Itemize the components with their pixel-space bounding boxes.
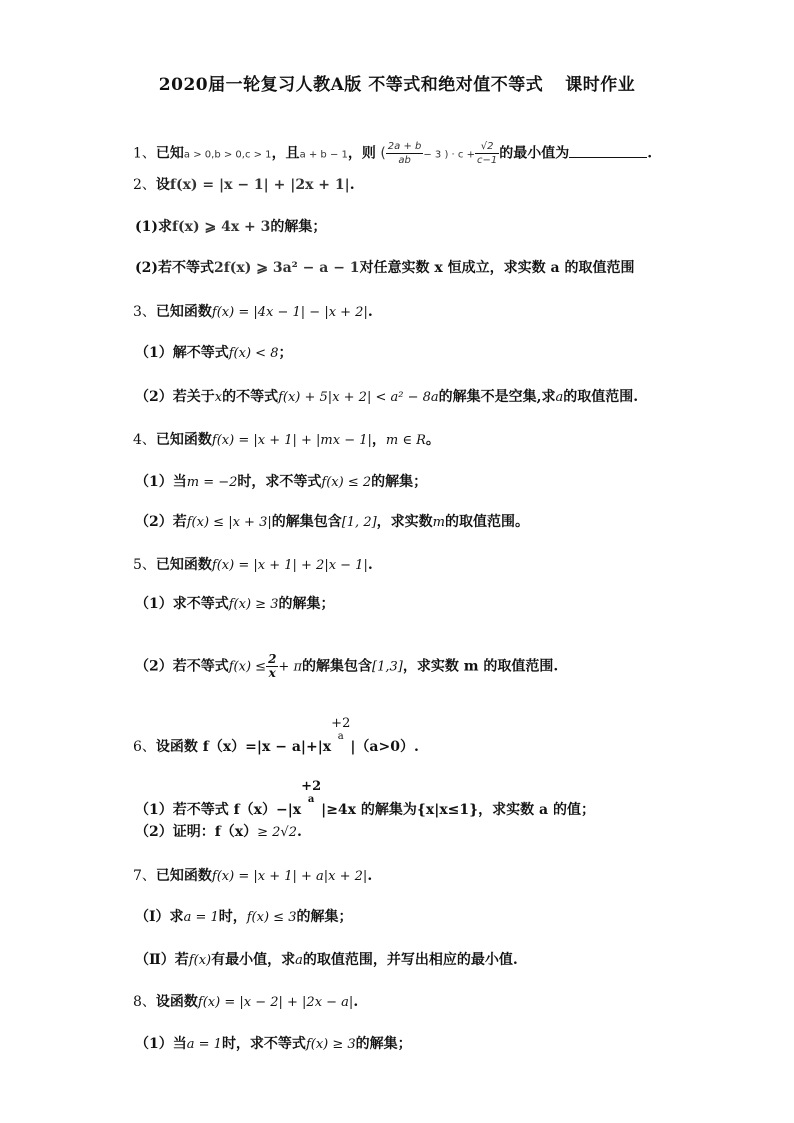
q4-p2-var: m bbox=[432, 515, 445, 530]
q1-end: . bbox=[647, 145, 653, 162]
q6-p1-exponent: +2 a bbox=[301, 779, 322, 805]
q5-p2-rhs: + π bbox=[278, 659, 302, 675]
q5-function: f(x) = |x + 1| + 2|x − 1| bbox=[211, 558, 368, 573]
question-8 bbox=[133, 992, 358, 1013]
q8-p1-label: （1）当 bbox=[135, 1036, 187, 1052]
q8-number: 8、 bbox=[133, 994, 156, 1010]
q7-p2-text-2: 的取值范围，并写出相应的最小值. bbox=[302, 952, 518, 968]
q5-end: . bbox=[367, 557, 373, 573]
q3-p1-expr: f(x) < 8 bbox=[228, 346, 279, 361]
q4-text-2: ， bbox=[371, 432, 386, 448]
q1-frac-num: 2a + b bbox=[387, 141, 422, 152]
q6-p1-sup-num: 2 bbox=[312, 779, 322, 794]
answer-blank[interactable] bbox=[569, 143, 647, 158]
q3-p2-expr: f(x) + 5|x + 2| < a² − 8a bbox=[278, 390, 439, 405]
q6-p2-expr: ≥ 2√2 bbox=[257, 825, 297, 840]
q3-part-2 bbox=[135, 387, 638, 408]
question-5 bbox=[133, 555, 373, 576]
q7-p2-text: 有最小值，求 bbox=[211, 952, 296, 968]
q4-part-2 bbox=[135, 512, 529, 533]
q3-p2-text: 的不等式 bbox=[222, 389, 279, 405]
question-4 bbox=[133, 430, 440, 451]
q8-text: 设函数 bbox=[155, 994, 198, 1010]
q8-p1-text: 时，求不等式 bbox=[221, 1036, 306, 1052]
q2-part-2 bbox=[135, 258, 634, 278]
q7-p1-expr: f(x) ≤ 3 bbox=[246, 910, 297, 925]
q5-part-1 bbox=[135, 594, 334, 615]
q3-p2-text-3: 的取值范围. bbox=[563, 389, 639, 405]
q1-text: 已知 bbox=[155, 145, 184, 162]
q2-end: . bbox=[349, 177, 355, 193]
q5-p2-text-2: ，求实数 m 的取值范围. bbox=[402, 658, 559, 675]
q3-number: 3、 bbox=[133, 304, 156, 320]
q7-end: . bbox=[367, 868, 373, 884]
q4-p2-expr: f(x) ≤ |x + 3| bbox=[186, 515, 272, 530]
q2-p1-expr: f(x) ⩾ 4x + 3 bbox=[172, 219, 271, 235]
q8-p1-expr: f(x) ≥ 3 bbox=[305, 1037, 356, 1052]
q8-function: f(x) = |x − 2| + |2x − a| bbox=[197, 995, 354, 1010]
page-title bbox=[0, 70, 794, 95]
q7-p1-label: （Ⅰ）求 bbox=[135, 909, 184, 925]
q5-p2-text: 的解集包含 bbox=[302, 658, 372, 675]
q3-part-1 bbox=[135, 343, 292, 364]
q7-function: f(x) = |x + 1| + a|x + 2| bbox=[211, 869, 368, 884]
q7-p2-var: a bbox=[295, 953, 303, 968]
question-7 bbox=[133, 866, 372, 887]
q4-number: 4、 bbox=[133, 432, 156, 448]
q4-end: 。 bbox=[425, 432, 440, 448]
q6-text-2: |（a>0）. bbox=[350, 739, 419, 755]
q4-part-1 bbox=[135, 472, 427, 493]
q6-part-1 bbox=[135, 780, 595, 820]
q1-text-2: ，且 bbox=[271, 145, 300, 162]
q5-p2-label: （2）若不等式 bbox=[135, 658, 229, 675]
q6-sup-den: a bbox=[337, 731, 344, 742]
q3-p2-text-2: 的解集不是空集,求 bbox=[438, 389, 556, 405]
q6-text: 设函数 f（x）=|x − a|+|x bbox=[155, 739, 332, 755]
q6-part-2 bbox=[135, 822, 302, 843]
q5-part-2 bbox=[135, 653, 558, 680]
q7-p1-text-2: 的解集； bbox=[296, 909, 353, 925]
q7-part-2 bbox=[135, 950, 518, 971]
q6-exponent: +2 a bbox=[331, 716, 351, 742]
q1-frac2-num: √2 bbox=[475, 140, 499, 154]
q4-p2-text-3: 的取值范围。 bbox=[445, 514, 529, 530]
q3-p2-var: x bbox=[214, 390, 223, 405]
q2-p1-label: (1)求 bbox=[135, 219, 172, 235]
q7-part-1 bbox=[135, 907, 352, 928]
q1-fraction bbox=[386, 140, 424, 167]
q4-p1-label: （1）当 bbox=[135, 474, 187, 490]
q7-p2-label: （Ⅱ）若 bbox=[135, 952, 189, 968]
q2-p2-label: (2)若不等式 bbox=[135, 260, 214, 276]
question-6 bbox=[133, 717, 419, 757]
question-2 bbox=[133, 175, 355, 195]
q8-p1-cond: a = 1 bbox=[186, 1037, 222, 1052]
q4-p1-cond: m = −2 bbox=[186, 475, 238, 490]
q1-frac-den: ab bbox=[398, 155, 411, 166]
q6-p2-end: . bbox=[296, 824, 302, 840]
q6-p1-text-2: |≥4x 的解集为{x|x≤1}，求实数 a 的值； bbox=[321, 802, 595, 818]
q3-function: f(x) = |4x − 1| − |x + 2| bbox=[211, 305, 368, 320]
q4-text: 已知函数 bbox=[155, 432, 212, 448]
question-3 bbox=[133, 302, 373, 323]
q4-p1-text-2: 的解集； bbox=[371, 474, 428, 490]
q4-p1-text: 时，求不等式 bbox=[237, 474, 322, 490]
q3-text: 已知函数 bbox=[155, 304, 212, 320]
q4-p2-label: （2）若 bbox=[135, 514, 187, 530]
title-tag: 课时作业 bbox=[565, 75, 636, 95]
q7-p2-expr: f(x) bbox=[188, 953, 212, 968]
q8-part-1 bbox=[135, 1034, 412, 1055]
q6-p1-text: （1）若不等式 f（x）−|x bbox=[135, 802, 302, 818]
question-1: 1、已知a > 0,b > 0,c > 1，且a + b − 1，则 ( $\frac{2a + b}{ab}$ − 3 ) · c + $\frac{√2}{c-1}$ 的最小值为 . bbox=[133, 141, 653, 166]
q2-p2-text: 对任意实数 x 恒成立，求实数 a 的取值范围 bbox=[359, 260, 635, 276]
q3-end: . bbox=[367, 304, 373, 320]
q4-p1-expr: f(x) ≤ 2 bbox=[321, 475, 372, 490]
q5-p1-label: （1）求不等式 bbox=[135, 596, 229, 612]
q5-text: 已知函数 bbox=[155, 557, 212, 573]
q5-frac-num: 2 bbox=[268, 652, 277, 666]
title-main: 2020届一轮复习人教A版 不等式和绝对值不等式 bbox=[158, 75, 544, 95]
q7-p1-text: 时， bbox=[218, 909, 247, 925]
q2-number: 2、 bbox=[133, 177, 156, 193]
q4-condition: m ∈ R bbox=[385, 433, 426, 448]
q5-p2-lhs: f(x) ≤ bbox=[228, 659, 267, 675]
q5-number: 5、 bbox=[133, 557, 156, 573]
q6-sup-num: 2 bbox=[342, 716, 351, 731]
q3-p2-label: （2）若关于 bbox=[135, 389, 215, 405]
q1-frac2-den: c−1 bbox=[476, 155, 498, 166]
q3-p1-label: （1）解不等式 bbox=[135, 345, 229, 361]
q1-text-3: ，则 bbox=[347, 145, 376, 162]
q7-number: 7、 bbox=[133, 868, 156, 884]
q2-p2-expr: 2f(x) ⩾ 3a² − a − 1 bbox=[214, 260, 360, 276]
q4-p2-text-2: ，求实数 bbox=[376, 514, 433, 530]
q5-p2-interval: [1,3] bbox=[372, 659, 403, 675]
q1-expression: − 3 ) · c + bbox=[423, 149, 475, 161]
q8-p1-text-2: 的解集； bbox=[355, 1036, 412, 1052]
q6-p2-label: （2）证明：f（x） bbox=[135, 824, 258, 840]
q6-p1-sup-den: a bbox=[307, 794, 315, 805]
q1-fraction-2 bbox=[475, 140, 499, 167]
q1-number: 1、 bbox=[133, 145, 156, 162]
q2-function: f(x) = |x − 1| + |2x + 1| bbox=[169, 177, 350, 193]
q8-end: . bbox=[353, 994, 359, 1010]
q5-p1-expr: f(x) ≥ 3 bbox=[228, 597, 279, 612]
q4-function: f(x) = |x + 1| + |mx − 1| bbox=[211, 433, 372, 448]
q1-condition: a > 0,b > 0,c > 1 bbox=[183, 149, 272, 161]
q1-condition-2: a + b − 1 bbox=[299, 149, 348, 161]
q5-frac-den: x bbox=[268, 666, 276, 680]
q6-number: 6、 bbox=[133, 739, 156, 755]
q5-p2-fraction bbox=[266, 653, 278, 680]
q5-p1-text: 的解集； bbox=[278, 596, 335, 612]
q4-p2-interval: [1, 2] bbox=[341, 515, 377, 530]
q2-text: 设 bbox=[155, 177, 170, 193]
q7-p1-cond: a = 1 bbox=[183, 910, 219, 925]
q2-p1-text: 的解集； bbox=[270, 219, 327, 235]
q2-part-1 bbox=[135, 217, 326, 237]
q7-text: 已知函数 bbox=[155, 868, 212, 884]
q3-p1-text: ； bbox=[278, 345, 293, 361]
q3-p2-var2: a bbox=[555, 390, 564, 405]
q4-p2-text: 的解集包含 bbox=[271, 514, 342, 530]
q1-text-4: 的最小值为 bbox=[499, 145, 570, 162]
